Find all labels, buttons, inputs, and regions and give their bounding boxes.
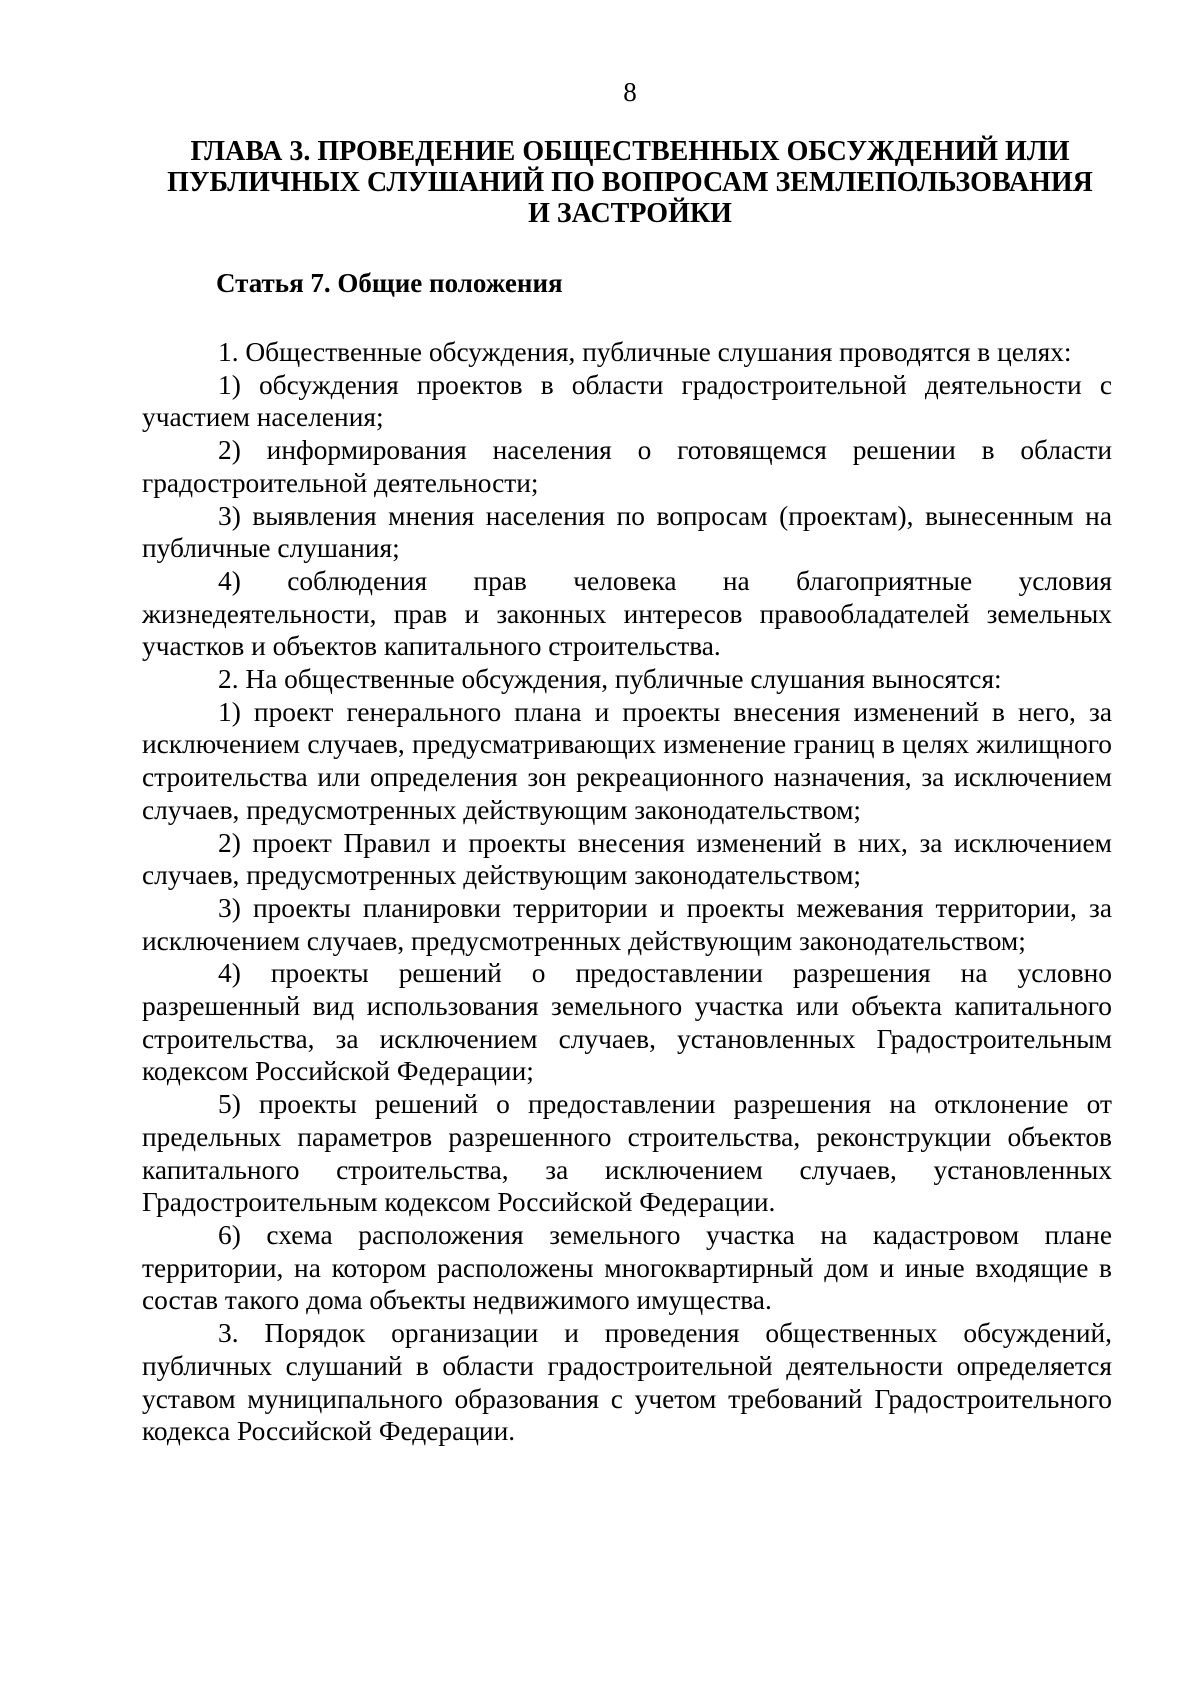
paragraph: 1. Общественные обсуждения, публичные слушания проводятся в целях: — [218, 337, 1072, 367]
chapter-title-line: ГЛАВА 3. ПРОВЕДЕНИЕ ОБЩЕСТВЕННЫХ ОБСУЖДЕНИЙ ИЛИ — [190, 136, 1070, 167]
paragraph: 4) проекты решений о предоставлении разрешения на условно разрешенный вид использования земельного участка или объекта капитального строительства, за исключением случаев, установленных Градостроительным кодексом Российской Федерации; — [142, 958, 1112, 1087]
paragraph: 2) информирования населения о готовящемся решении в области градостроительной деятельности; — [142, 435, 1112, 498]
paragraph: 2) проект Правил и проекты внесения изменений в них, за исключением случаев, предусмотренных действующим законодательством; — [142, 827, 1112, 891]
paragraph: 5) проекты решений о предоставлении разрешения на отклонение от предельных параметров разрешенного строительства, реконструкции объектов капитального строительства, за исключением случаев, установленных Градостроительным кодексом Российской Федерации. — [142, 1089, 1112, 1218]
chapter-title-line: И ЗАСТРОЙКИ — [528, 198, 732, 229]
chapter-title-line: ПУБЛИЧНЫХ СЛУШАНИЙ ПО ВОПРОСАМ ЗЕМЛЕПОЛЬЗОВАНИЯ — [167, 167, 1093, 198]
paragraph: 3) выявления мнения населения по вопросам (проектам), вынесенным на публичные слушания; — [142, 500, 1112, 564]
paragraph: 1) проект генерального плана и проекты внесения изменений в него, за исключением случаев, предусматривающих изменение границ в целях жилищного строительства или определения зон рекреационного назначения, за исключением случаев, предусмотренных действующим законодательством; — [142, 696, 1112, 825]
article-title: Статья 7. Общие положения — [216, 268, 563, 298]
page-number: 8 — [623, 77, 637, 107]
paragraph: 3) проекты планировки территории и проекты межевания территории, за исключением случаев, предусмотренных действующим законодательством; — [142, 892, 1112, 956]
chapter-title — [150, 136, 1110, 229]
article-body — [142, 336, 1112, 1448]
paragraph: 6) схема расположения земельного участка на кадастровом плане территории, на котором расположены многоквартирный дом и иные входящие в состав такого дома объекты недвижимого имущества. — [142, 1219, 1112, 1316]
paragraph: 4) соблюдения прав человека на благоприятные условия жизнедеятельности, прав и законных интересов правообладателей земельных участков и объектов капитального строительства. — [142, 565, 1112, 662]
paragraph: 2. На общественные обсуждения, публичные слушания выносятся: — [218, 664, 1002, 695]
paragraph: 3. Порядок организации и проведения общественных обсуждений, публичных слушаний в области градостроительной деятельности определяется уставом муниципального образования с учетом требований Градостроительного кодекса Российской Федерации. — [142, 1318, 1112, 1447]
paragraph: 1) обсуждения проектов в области градостроительной деятельности с участием населения; — [142, 369, 1112, 433]
